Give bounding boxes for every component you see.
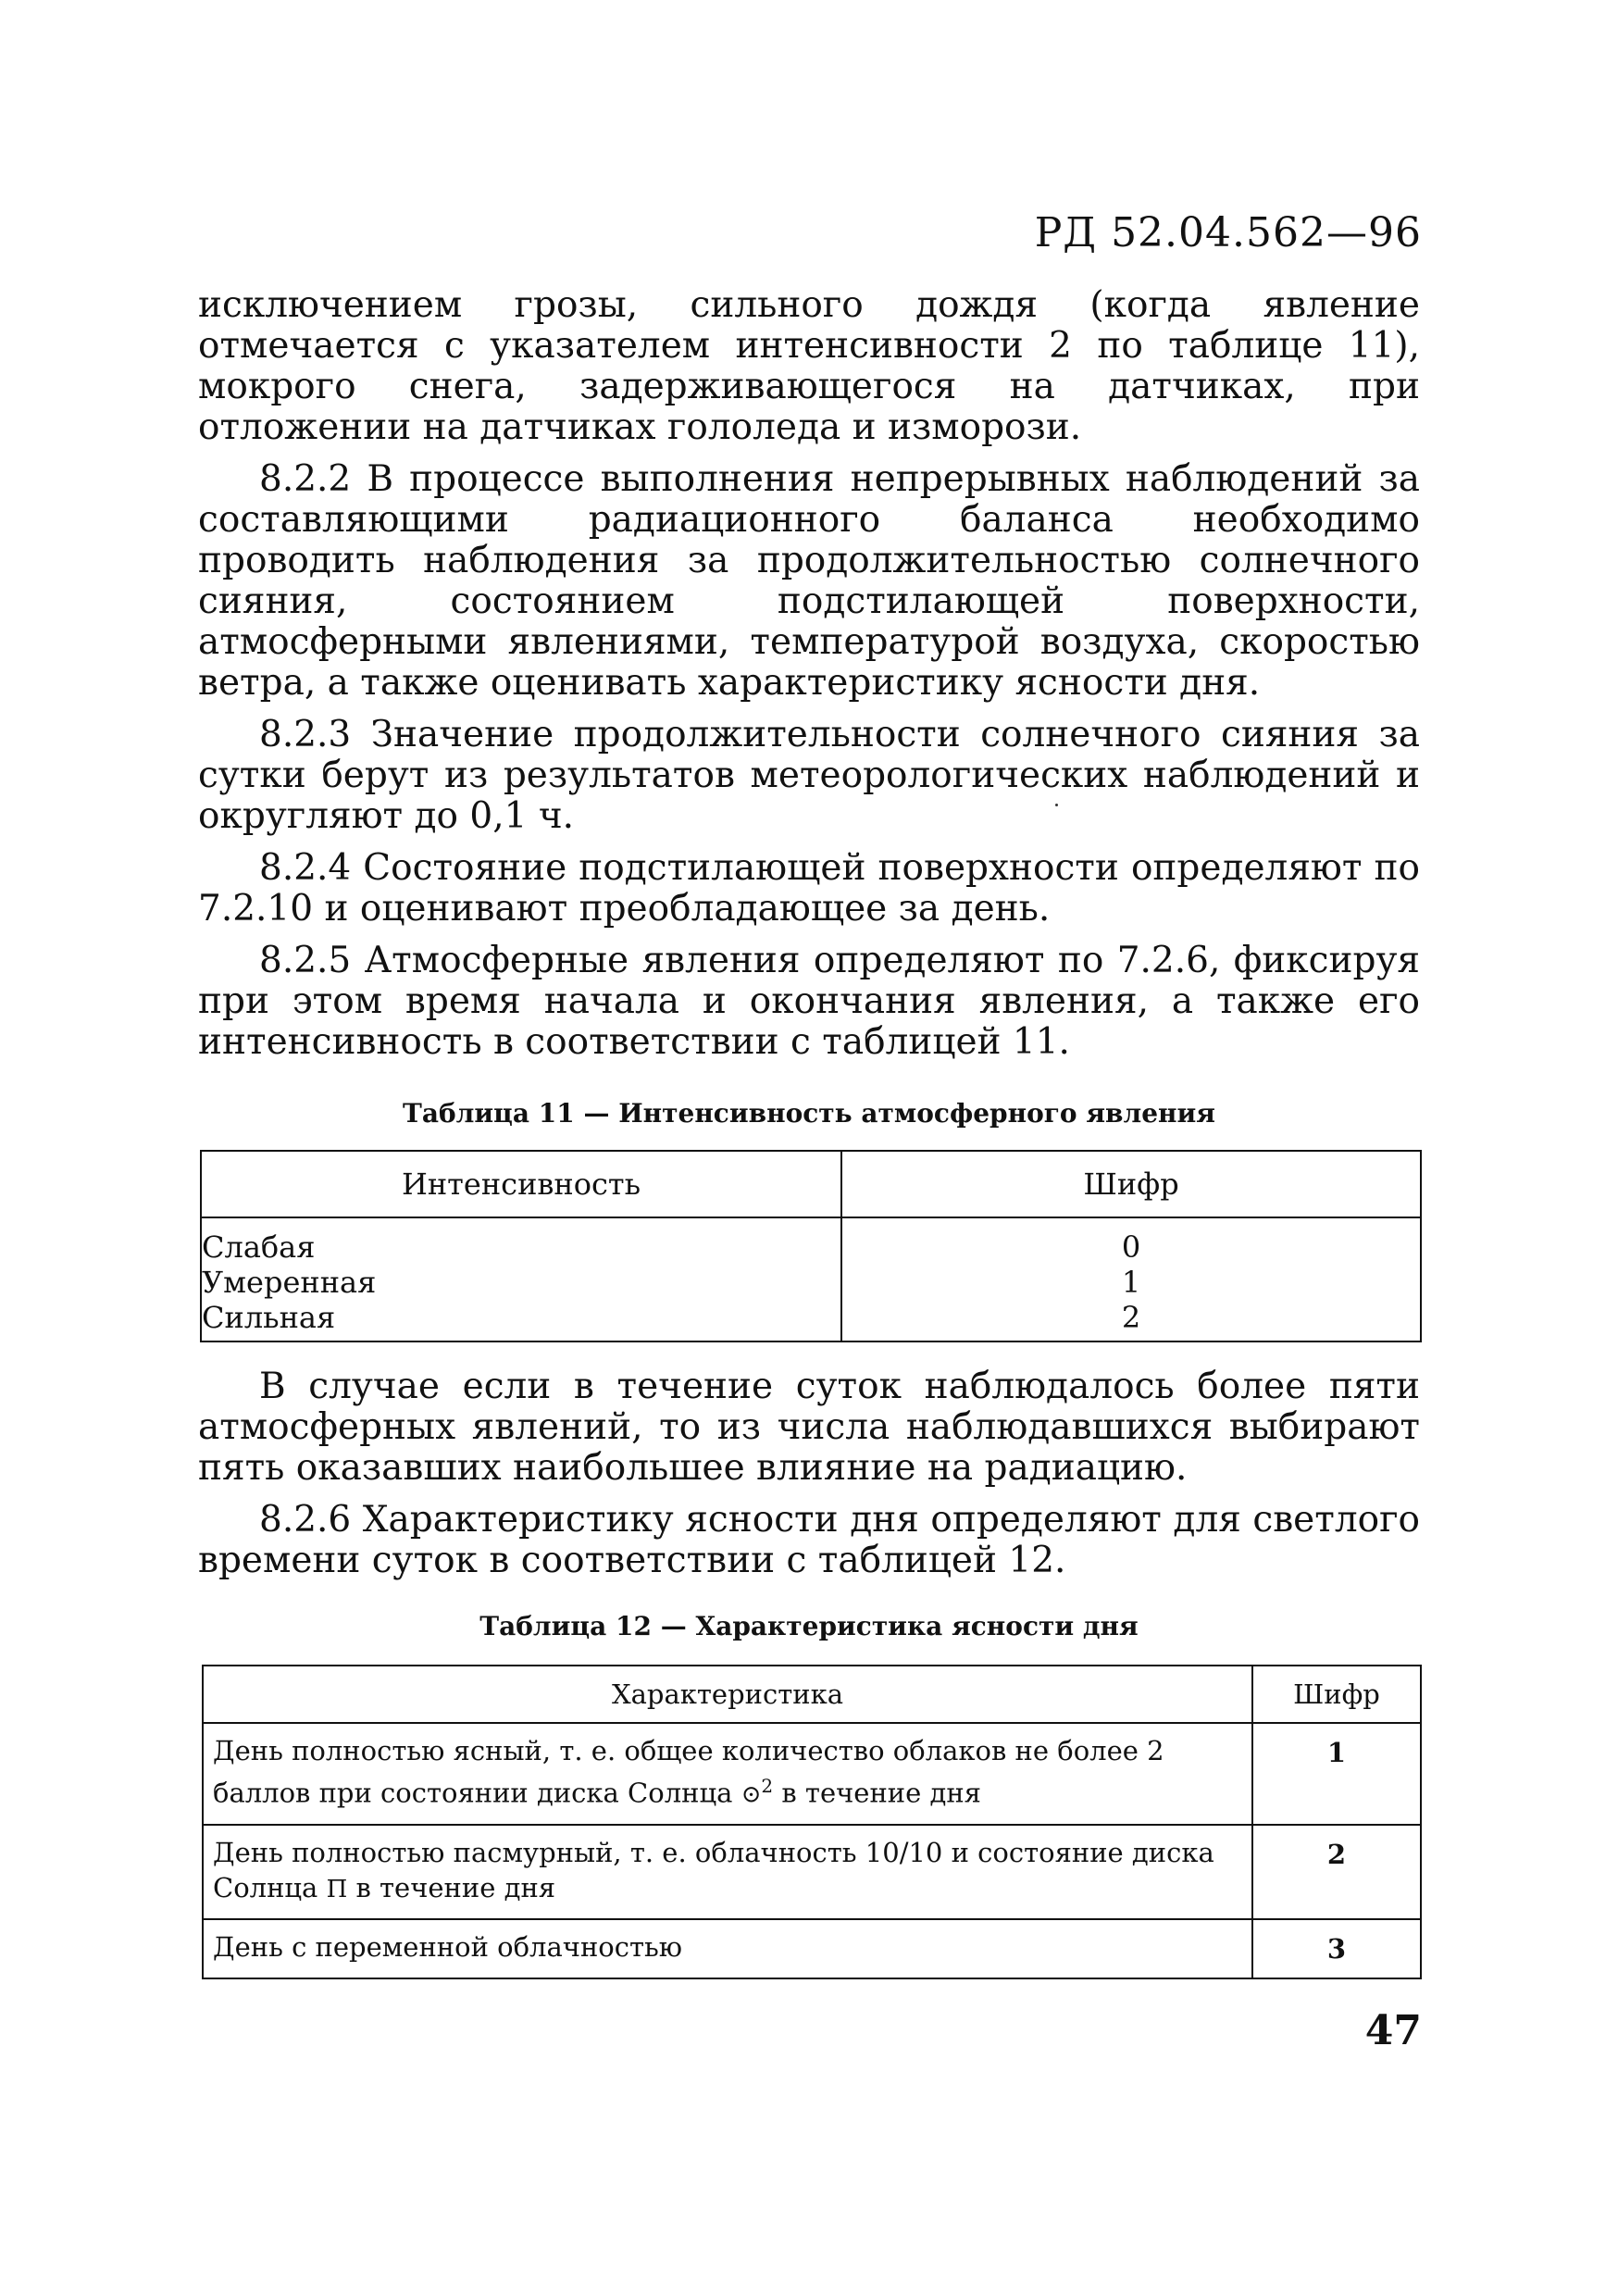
paragraph-8-2-5: 8.2.5 Атмосферные явления определяют по 7.2.6, фиксируя при этом время начала и окончания явления, а также его интенсивность в соответствии с таблицей 11. xyxy=(198,940,1420,1063)
table-header-row xyxy=(201,1151,1421,1217)
paragraph-8-2-6: 8.2.6 Характеристику ясности дня определяют для светлого времени суток в соответствии с таблицей 12. xyxy=(198,1499,1420,1581)
table-row xyxy=(203,1825,1421,1919)
body-text-top xyxy=(198,285,1420,1074)
page-number: 47 xyxy=(1364,2007,1422,2054)
paragraph-8-2-2: 8.2.2 В процессе выполнения непрерывных наблюдений за составляющими радиационного баланса необходимо проводить наблюдения за продолжительностью солнечного сияния, состоянием подстилающей поверхности, атмосферными явлениями, температурой воздуха, скоростью ветра, а также оценивать характеристику ясности дня. xyxy=(198,458,1420,704)
characteristic-clear-day: День полностью ясный, т. е. общее количество облаков не более 2 баллов при состоянии диска Солнца ⊙$^2$ в течение дня xyxy=(203,1723,1252,1825)
table-row xyxy=(203,1919,1421,1978)
code-2: 2 xyxy=(1121,1300,1141,1335)
document-code: РД 52.04.562—96 xyxy=(1034,209,1422,256)
body-text-middle xyxy=(198,1366,1420,1592)
code-list xyxy=(841,1217,1421,1341)
table-11 xyxy=(200,1150,1422,1342)
paragraph-8-2-3: 8.2.3 Значение продолжительности солнечного сияния за сутки берут из результатов метеорологических наблюдений и округляют до 0,1 ч. xyxy=(198,714,1420,837)
code-0: 0 xyxy=(1121,1229,1141,1265)
table-row xyxy=(201,1217,1421,1341)
sun-disk-superscript: 2 xyxy=(761,1775,774,1797)
table-12 xyxy=(202,1665,1422,1979)
header-characteristic: Характеристика xyxy=(203,1666,1252,1723)
characteristic-overcast-day: День полностью пасмурный, т. е. облачность 10/10 и состояние диска Солнца П в течение дня xyxy=(203,1825,1252,1919)
paragraph-atmospheric-count: В случае если в течение суток наблюдалось более пяти атмосферных явлений, то из числа наблюдавшихся выбирают пять оказавших наибольшее влияние на радиацию. xyxy=(198,1366,1420,1489)
header-intensity: Интенсивность xyxy=(201,1151,841,1217)
table-row xyxy=(203,1723,1421,1825)
header-code: Шифр xyxy=(841,1151,1421,1217)
intensity-strong: Сильная xyxy=(202,1300,336,1335)
sun-disk-symbol: ⊙ xyxy=(741,1780,762,1809)
code-1: 1 xyxy=(1121,1265,1141,1300)
code-cell: 3 xyxy=(1252,1919,1421,1978)
paragraph-continuation: исключением грозы, сильного дождя (когда явление отмечается с указателем интенсивности 2 по таблице 11), мокрого снега, задерживающегося на датчиках, при отложении на датчиках гололеда и изморози. xyxy=(198,284,1420,448)
intensity-weak: Слабая xyxy=(202,1229,316,1265)
code-cell: 1 xyxy=(1252,1723,1421,1825)
sun-disk-symbol: П xyxy=(326,1875,348,1903)
code-cell: 2 xyxy=(1252,1825,1421,1919)
paragraph-8-2-4: 8.2.4 Состояние подстилающей поверхности определяют по 7.2.10 и оценивают преобладающее за день. xyxy=(198,847,1420,930)
intensity-moderate: Умеренная xyxy=(202,1265,377,1300)
header-code: Шифр xyxy=(1252,1666,1421,1723)
intensity-list xyxy=(201,1217,841,1341)
characteristic-variable-day: День с переменной облачностью xyxy=(203,1919,1252,1978)
scan-speck xyxy=(1055,804,1058,806)
table-11-caption: Таблица 11 — Интенсивность атмосферного явления xyxy=(403,1098,1215,1129)
table-header-row xyxy=(203,1666,1421,1723)
table-12-caption: Таблица 12 — Характеристика ясности дня xyxy=(479,1611,1139,1641)
